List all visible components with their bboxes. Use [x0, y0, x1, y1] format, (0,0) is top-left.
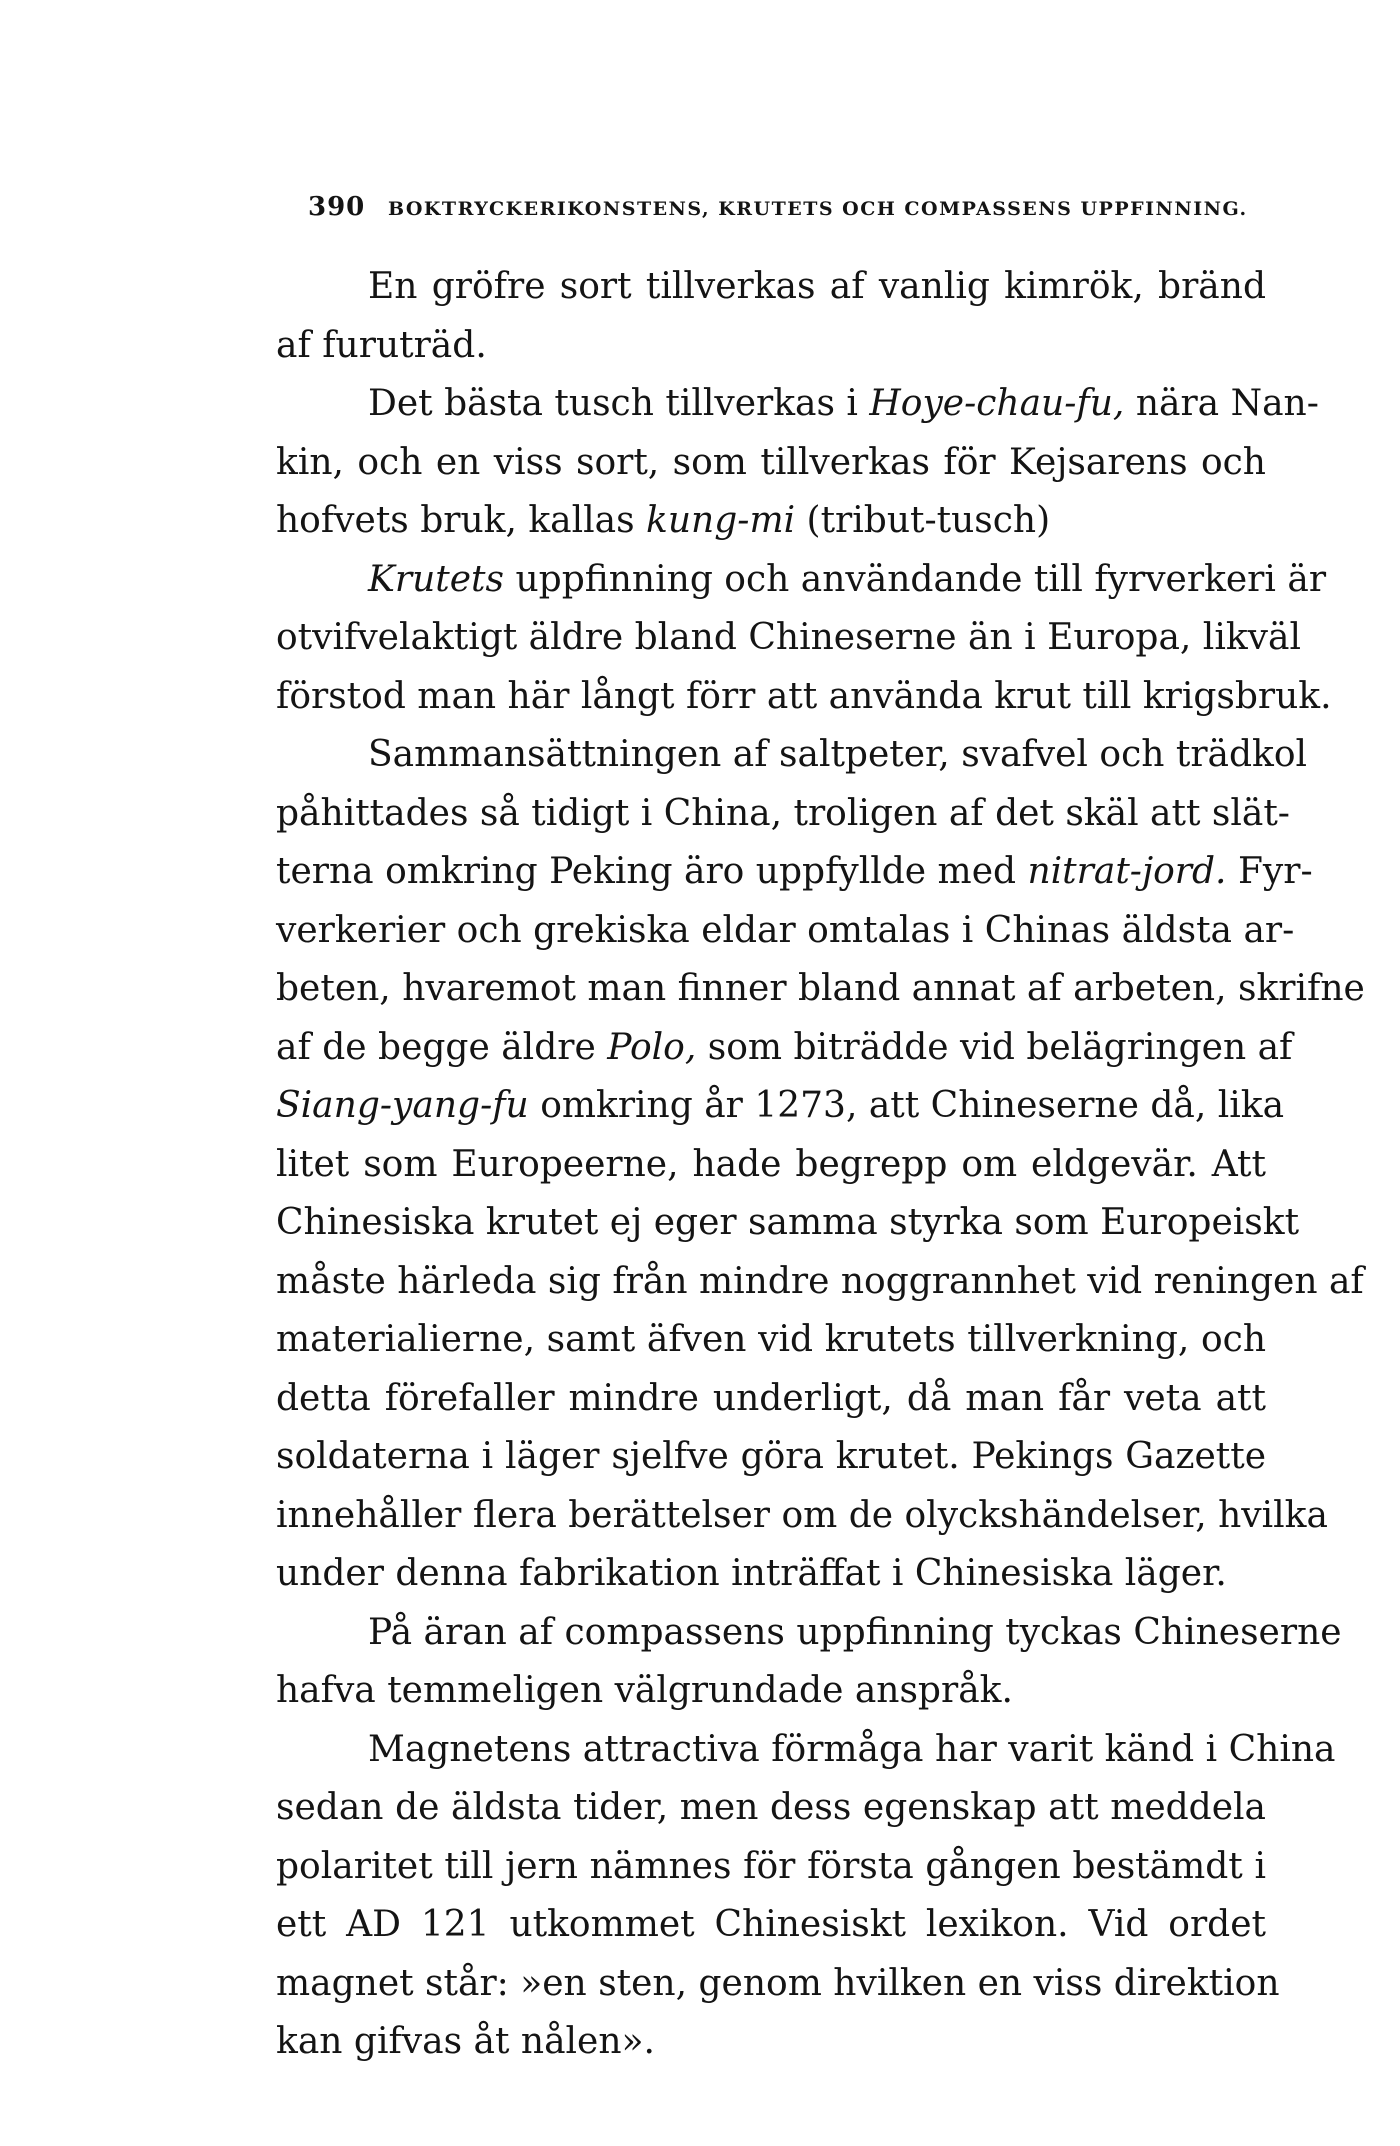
text-run: ett AD 121 utkommet Chinesiskt lexikon. Vid ordet	[276, 1904, 1266, 1945]
text-line	[276, 375, 1319, 434]
text-run: omkring år 1273, att Chineserne då, lika	[528, 1085, 1285, 1126]
text-line	[276, 1955, 1280, 2014]
text-run: förstod man här långt förr att använda krut till krigsbruk.	[276, 675, 1332, 717]
text-run: litet som Europeerne, hade begrepp om eldgevär. Att	[276, 1143, 1266, 1185]
italic-text: Polo,	[607, 1026, 697, 1068]
text-line	[276, 1662, 1266, 1721]
text-line	[276, 1428, 1266, 1487]
text-line	[276, 317, 1266, 376]
text-line	[276, 843, 1313, 902]
text-run: påhittades så tidigt i China, troligen af det skäl att slät-	[276, 792, 1290, 834]
text-line	[276, 1136, 1266, 1195]
text-line	[276, 1779, 1266, 1838]
text-line	[276, 785, 1290, 844]
text-run: detta förefaller mindre underligt, då man får veta att	[276, 1377, 1266, 1419]
text-run: Chinesiska krutet ej eger samma styrka som Europeiskt	[276, 1202, 1300, 1243]
text-run: nära Nan-	[1124, 383, 1319, 424]
italic-text: Hoye-chau-fu,	[869, 383, 1125, 424]
text-run: uppfinning och användande till fyrverkeri är	[504, 558, 1327, 600]
text-run: En gröfre sort tillverkas af vanlig kimrök, bränd	[368, 266, 1266, 307]
running-title: BOKTRYCKERIKONSTENS, KRUTETS OCH COMPASSENS UPPFINNING.	[387, 198, 1248, 220]
text-line	[276, 668, 1332, 727]
text-line	[276, 1896, 1266, 1955]
text-line	[276, 960, 1365, 1019]
text-run: under denna fabrikation inträffat i Chinesiska läger.	[276, 1553, 1227, 1594]
text-run: Fyr-	[1226, 851, 1313, 892]
text-line	[276, 434, 1266, 493]
text-run: hofvets bruk, kallas	[276, 500, 647, 541]
text-run: af de begge äldre	[276, 1026, 608, 1068]
text-line	[276, 1253, 1364, 1312]
text-run: beten, hvaremot man finner bland annat af arbeten, skrifne	[276, 968, 1365, 1009]
body-text	[276, 258, 1365, 2072]
text-run: soldaterna i läger sjelfve göra krutet. Pekings Gazette	[276, 1436, 1266, 1477]
text-run: Det bästa tusch tillverkas i	[368, 383, 870, 424]
text-line	[276, 551, 1327, 610]
text-line	[276, 726, 1308, 785]
text-run: Magnetens attractiva förmåga har varit känd i China	[368, 1728, 1336, 1770]
text-line	[276, 1019, 1293, 1078]
text-line	[276, 1604, 1342, 1663]
text-run: materialierne, samt äfven vid krutets tillverkning, och	[276, 1319, 1266, 1360]
italic-text: Krutets	[368, 558, 505, 600]
text-run: sedan de äldsta tider, men dess egenskap att meddela	[276, 1787, 1266, 1828]
italic-text: nitrat-jord.	[1027, 851, 1227, 892]
text-run: terna omkring Peking äro uppfyllde med	[276, 851, 1028, 892]
text-line	[276, 2013, 1266, 2072]
italic-text: Siang-yang-fu	[276, 1085, 529, 1126]
text-run: kin, och en viss sort, som tillverkas för Kejsarens och	[276, 441, 1266, 483]
text-run: (tribut-tusch)	[795, 500, 1051, 541]
italic-text: kung-mi	[646, 500, 796, 541]
text-run: måste härleda sig från mindre noggrannhet vid reningen af	[276, 1260, 1364, 1302]
text-line	[276, 1194, 1300, 1253]
text-run: af furuträd.	[276, 324, 487, 366]
text-run: otvifvelaktigt äldre bland Chineserne än i Europa, likväl	[276, 617, 1301, 658]
text-line	[276, 1370, 1266, 1429]
text-run: polaritet till jern nämnes för första gången bestämdt i	[276, 1845, 1266, 1887]
text-line	[276, 492, 1266, 551]
text-run: Sammansättningen af saltpeter, svafvel och trädkol	[368, 734, 1308, 775]
text-run: kan gifvas åt nålen».	[276, 2021, 656, 2062]
text-line	[276, 1311, 1266, 1370]
text-run: magnet står: »en sten, genom hvilken en viss direktion	[276, 1962, 1280, 2004]
text-line	[276, 1545, 1266, 1604]
text-run: hafva temmeligen välgrundade anspråk.	[276, 1670, 1013, 1711]
text-line	[276, 902, 1295, 961]
text-run: innehåller flera berättelser om de olyckshändelser, hvilka	[276, 1494, 1328, 1536]
text-line	[276, 258, 1266, 317]
text-line	[276, 1838, 1266, 1897]
text-line	[276, 1077, 1285, 1136]
page-number: 390	[308, 192, 366, 222]
text-run: som biträdde vid belägringen af	[696, 1026, 1293, 1068]
text-line	[276, 1487, 1328, 1546]
text-line	[276, 609, 1301, 668]
running-header	[308, 192, 1248, 222]
text-run: verkerier och grekiska eldar omtalas i Chinas äldsta ar-	[276, 909, 1295, 951]
text-run: På äran af compassens uppfinning tyckas Chineserne	[368, 1611, 1342, 1653]
text-line	[276, 1721, 1336, 1780]
